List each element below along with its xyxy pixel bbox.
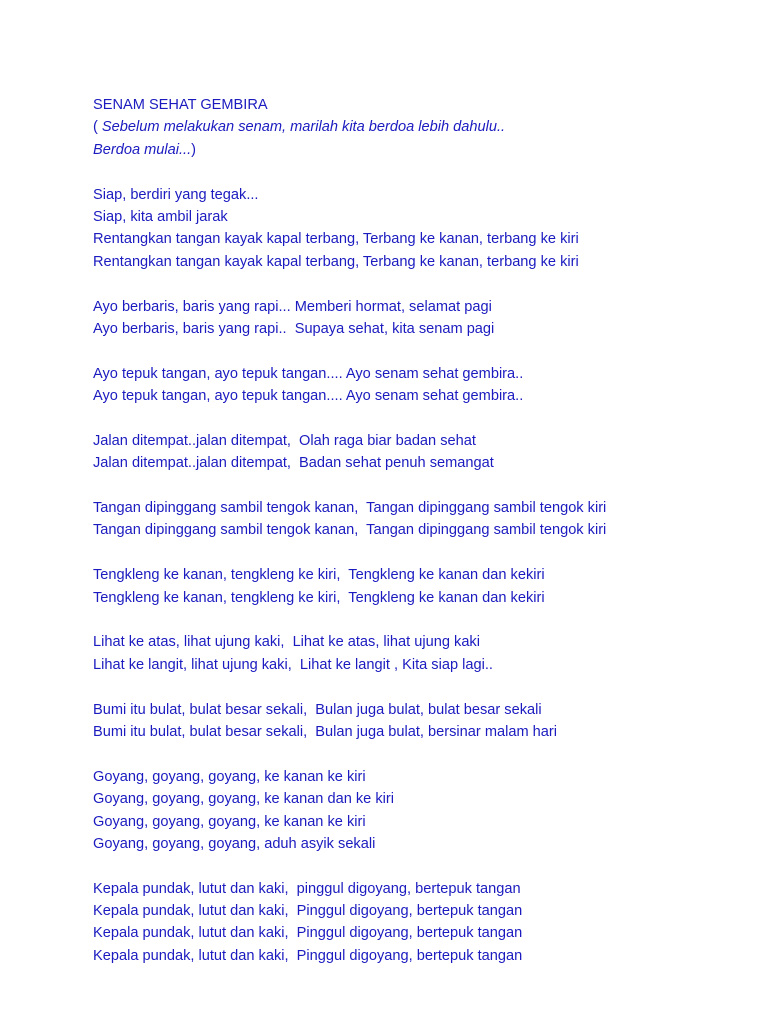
stanza	[93, 699, 753, 744]
lyric-line: Jalan ditempat..jalan ditempat, Badan sehat penuh semangat	[93, 455, 494, 472]
lyric-line: Rentangkan tangan kayak kapal terbang, Terbang ke kanan, terbang ke kiri	[93, 253, 579, 270]
lyric-line: Kepala pundak, lutut dan kaki, Pinggul digoyang, bertepuk tangan	[93, 947, 523, 964]
stanza	[93, 184, 753, 274]
lyric-line: Lihat ke langit, lihat ujung kaki, Lihat ke langit , Kita siap lagi..	[93, 656, 493, 673]
intro-close-paren: )	[191, 141, 197, 158]
document-title: SENAM SEHAT GEMBIRA	[93, 97, 268, 113]
stanza	[93, 564, 753, 609]
stanza-gap	[93, 542, 753, 564]
stanza	[93, 766, 753, 856]
lyric-line: Goyang, goyang, goyang, ke kanan dan ke kiri	[93, 791, 394, 808]
stanza	[93, 878, 753, 968]
lyric-line: Tangan dipinggang sambil tengok kanan, Tangan dipinggang sambil tengok kiri	[93, 522, 607, 539]
lyric-line: Kepala pundak, lutut dan kaki, Pinggul digoyang, bertepuk tangan	[93, 903, 523, 920]
lyric-line: Rentangkan tangan kayak kapal terbang, Terbang ke kanan, terbang ke kiri	[93, 231, 579, 248]
lyric-line: Siap, kita ambil jarak	[93, 208, 228, 225]
lyric-line: Goyang, goyang, goyang, aduh asyik sekali	[93, 835, 376, 852]
intro-open-paren: (	[93, 119, 102, 136]
stanza-gap	[93, 676, 753, 698]
stanza	[93, 363, 753, 408]
lyric-line: Kepala pundak, lutut dan kaki, pinggul digoyang, bertepuk tangan	[93, 880, 521, 897]
lyrics-body	[93, 94, 753, 967]
lyric-line: Bumi itu bulat, bulat besar sekali, Bulan juga bulat, bulat besar sekali	[93, 701, 542, 718]
lyric-line: Ayo berbaris, baris yang rapi... Memberi hormat, selamat pagi	[93, 298, 492, 315]
lyric-line: Lihat ke atas, lihat ujung kaki, Lihat ke atas, lihat ujung kaki	[93, 634, 480, 651]
stanza-gap	[93, 407, 753, 429]
lyric-line: Tangan dipinggang sambil tengok kanan, Tangan dipinggang sambil tengok kiri	[93, 500, 607, 517]
lyric-line: Siap, berdiri yang tegak...	[93, 186, 259, 203]
stanza	[93, 497, 753, 542]
lyric-line: Tengkleng ke kanan, tengkleng ke kiri, Tengkleng ke kanan dan kekiri	[93, 567, 545, 584]
stanza-gap	[93, 609, 753, 631]
stanza-gap	[93, 161, 753, 183]
stanza	[93, 631, 753, 676]
intro-line-2	[93, 139, 753, 161]
lyric-line: Bumi itu bulat, bulat besar sekali, Bulan juga bulat, bersinar malam hari	[93, 723, 557, 740]
intro-text-2: Berdoa mulai...	[93, 141, 192, 158]
lyric-line: Goyang, goyang, goyang, ke kanan ke kiri	[93, 768, 366, 785]
lyric-line: Ayo tepuk tangan, ayo tepuk tangan.... Ayo senam sehat gembira..	[93, 388, 524, 405]
lyric-line: Goyang, goyang, goyang, ke kanan ke kiri	[93, 813, 366, 830]
lyric-line: Kepala pundak, lutut dan kaki, Pinggul digoyang, bertepuk tangan	[93, 925, 523, 942]
stanza-gap	[93, 855, 753, 877]
stanza-list	[93, 161, 753, 967]
stanza-gap	[93, 340, 753, 362]
stanza	[93, 296, 753, 341]
stanza-gap	[93, 273, 753, 295]
intro-text-1: Sebelum melakukan senam, marilah kita berdoa lebih dahulu..	[101, 119, 506, 136]
stanza-gap	[93, 743, 753, 765]
lyric-line: Jalan ditempat..jalan ditempat, Olah raga biar badan sehat	[93, 432, 476, 449]
lyric-line: Ayo tepuk tangan, ayo tepuk tangan.... Ayo senam sehat gembira..	[93, 365, 524, 382]
lyric-line: Ayo berbaris, baris yang rapi.. Supaya sehat, kita senam pagi	[93, 320, 495, 337]
intro-line-1	[93, 116, 753, 138]
lyric-line: Tengkleng ke kanan, tengkleng ke kiri, Tengkleng ke kanan dan kekiri	[93, 589, 545, 606]
stanza-gap	[93, 475, 753, 497]
stanza	[93, 430, 753, 475]
